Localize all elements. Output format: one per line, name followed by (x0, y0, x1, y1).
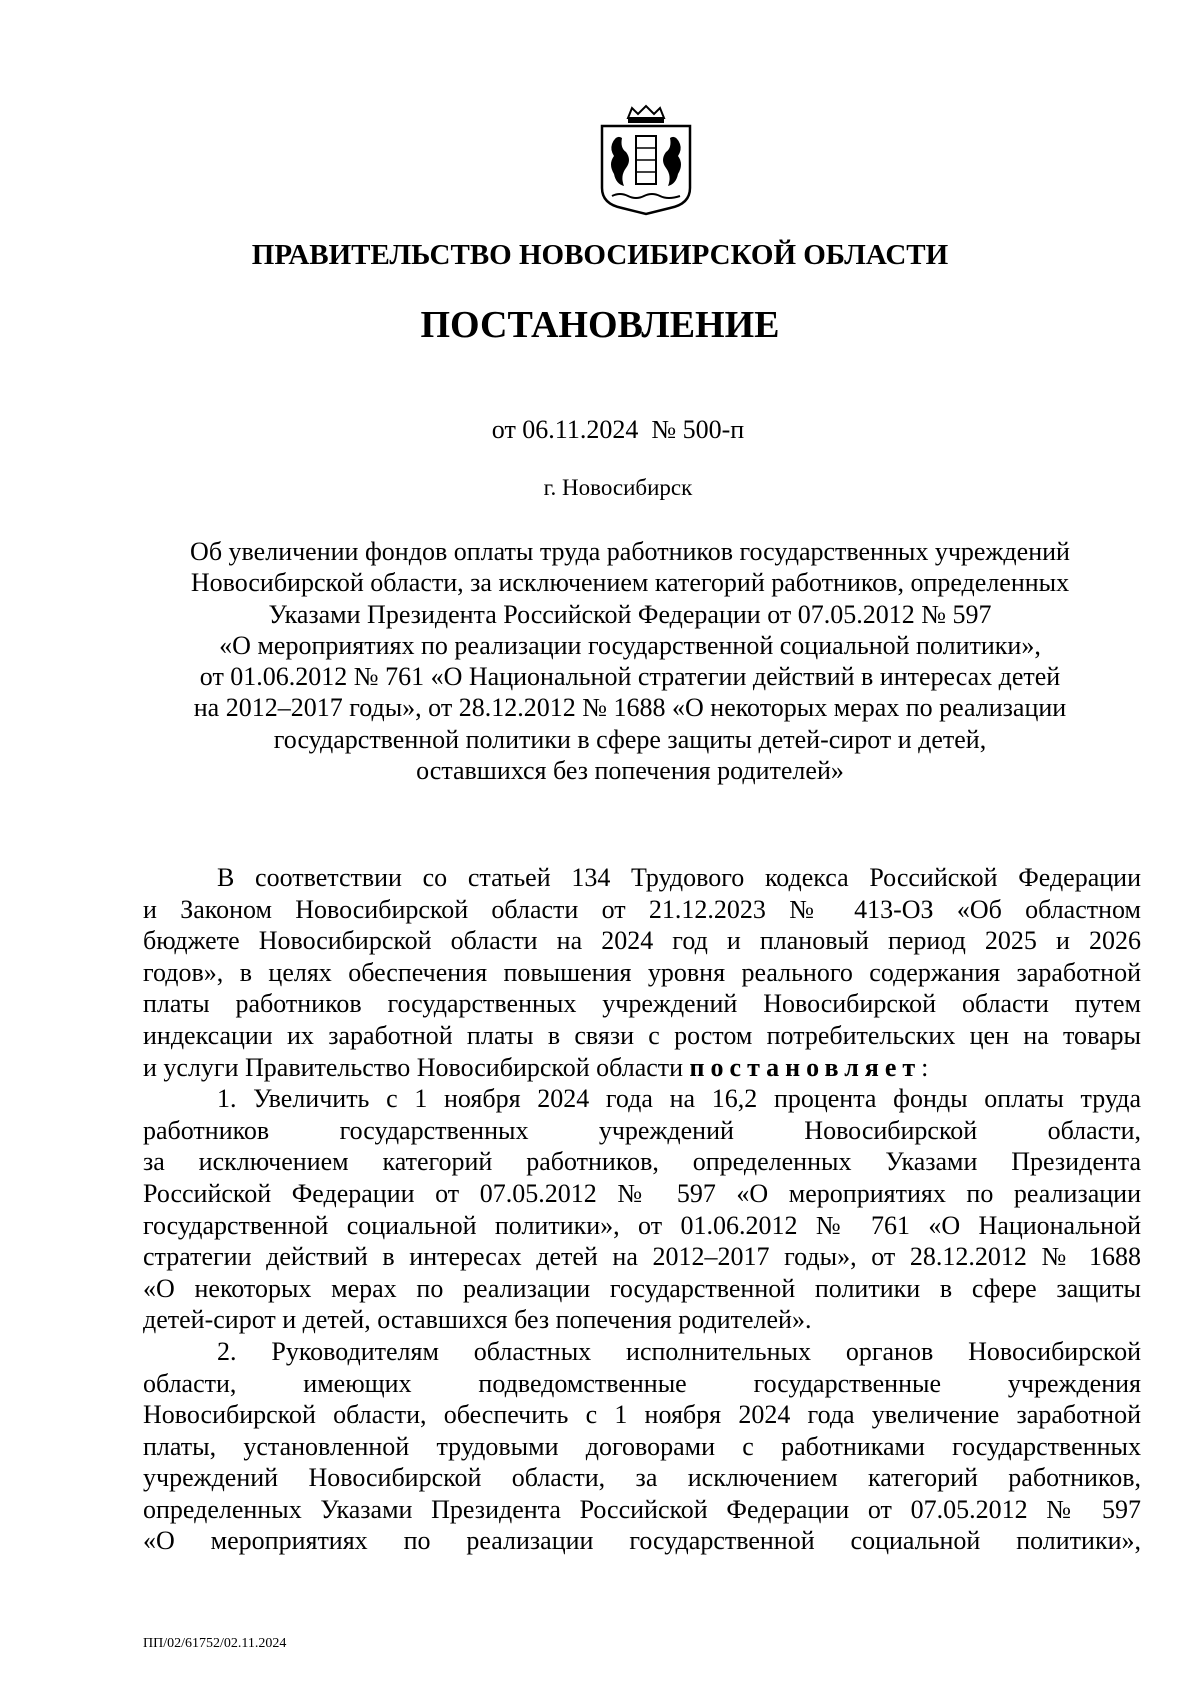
item1-line: работников государственных учреждений Новосибирской области, (143, 1115, 1141, 1145)
document-type: ПОСТАНОВЛЕНИЕ (420, 304, 780, 346)
heading-line: от 01.06.2012 № 761 «О Национальной стратегии действий в интересах детей (199, 662, 1061, 692)
heading-line: «О мероприятиях по реализации государственной социальной политики», (219, 630, 1041, 660)
item2-line: Новосибирской области, обеспечить с 1 ноября 2024 года увеличение заработной (143, 1400, 1141, 1430)
preamble-line: бюджете Новосибирской области на 2024 год и плановый период 2025 и 2026 (143, 926, 1141, 956)
heading-line: Об увеличении фондов оплаты труда работников государственных учреждений (190, 537, 1070, 566)
heading-line: оставшихся без попечения родителей» (416, 756, 844, 786)
item2-line: платы, установленной трудовыми договорами с работниками государственных (143, 1431, 1141, 1461)
preamble-line: платы работников государственных учреждений Новосибирской области путем (143, 989, 1141, 1019)
document-body (143, 862, 1141, 1557)
document-date-number: от 06.11.2024 № 500-п (491, 415, 745, 444)
heading-line: Новосибирской области, за исключением категорий работников, определенных (190, 568, 1070, 598)
preamble-line: и Законом Новосибирской области от 21.12.2023 № 413-ОЗ «Об областном (143, 894, 1141, 924)
item2-line: определенных Указами Президента Российской Федерации от 07.05.2012 № 597 (143, 1494, 1141, 1524)
item1-line: государственной социальной политики», от 01.06.2012 № 761 «О Национальной (143, 1210, 1141, 1240)
item2-line: учреждений Новосибирской области, за исключением категорий работников, (143, 1463, 1141, 1493)
document-city: г. Новосибирск (543, 475, 693, 500)
coat-of-arms-icon (598, 104, 694, 216)
resolves-word: постановляет (689, 1052, 922, 1082)
item1-line: стратегии действий в интересах детей на 2012–2017 годы», от 28.12.2012 № 1688 (143, 1242, 1141, 1272)
heading-line: государственной политики в сфере защиты детей-сирот и детей, (273, 724, 987, 754)
document-heading (140, 536, 1120, 786)
heading-line: Указами Президента Российской Федерации от 07.05.2012 № 597 (268, 599, 992, 629)
item1-line: «О некоторых мерах по реализации государственной политики в сфере защиты (143, 1273, 1141, 1303)
preamble-line: В соответствии со статьей 134 Трудового кодекса Российской Федерации (217, 863, 1141, 892)
item1-line: за исключением категорий работников, определенных Указами Президента (143, 1147, 1141, 1177)
heading-line: на 2012–2017 годы», от 28.12.2012 № 1688 «О некоторых мерах по реализации (193, 693, 1067, 723)
item2-line: 2. Руководителям областных исполнительных органов Новосибирской (217, 1336, 1141, 1366)
item2-line: области, имеющих подведомственные государственные учреждения (143, 1368, 1141, 1398)
item1-line: Российской Федерации от 07.05.2012 № 597 «О мероприятиях по реализации (143, 1178, 1141, 1208)
item1-line: детей-сирот и детей, оставшихся без попечения родителей». (143, 1305, 812, 1335)
preamble-colon: : (921, 1052, 929, 1082)
organization-title: ПРАВИТЕЛЬСТВО НОВОСИБИРСКОЙ ОБЛАСТИ (251, 239, 949, 271)
document-code: ПП/02/61752/02.11.2024 (143, 1636, 287, 1651)
item2-line: «О мероприятиях по реализации государственной социальной политики», (143, 1526, 1141, 1556)
item1-line: 1. Увеличить с 1 ноября 2024 года на 16,2 процента фонды оплаты труда (217, 1084, 1141, 1114)
preamble-line: индексации их заработной платы в связи с ростом потребительских цен на товары (143, 1020, 1141, 1050)
preamble-last-text: и услуги Правительство Новосибирской области (143, 1052, 690, 1082)
preamble-last-line (143, 1052, 1141, 1084)
preamble-line: годов», в целях обеспечения повышения уровня реального содержания заработной (143, 957, 1141, 987)
